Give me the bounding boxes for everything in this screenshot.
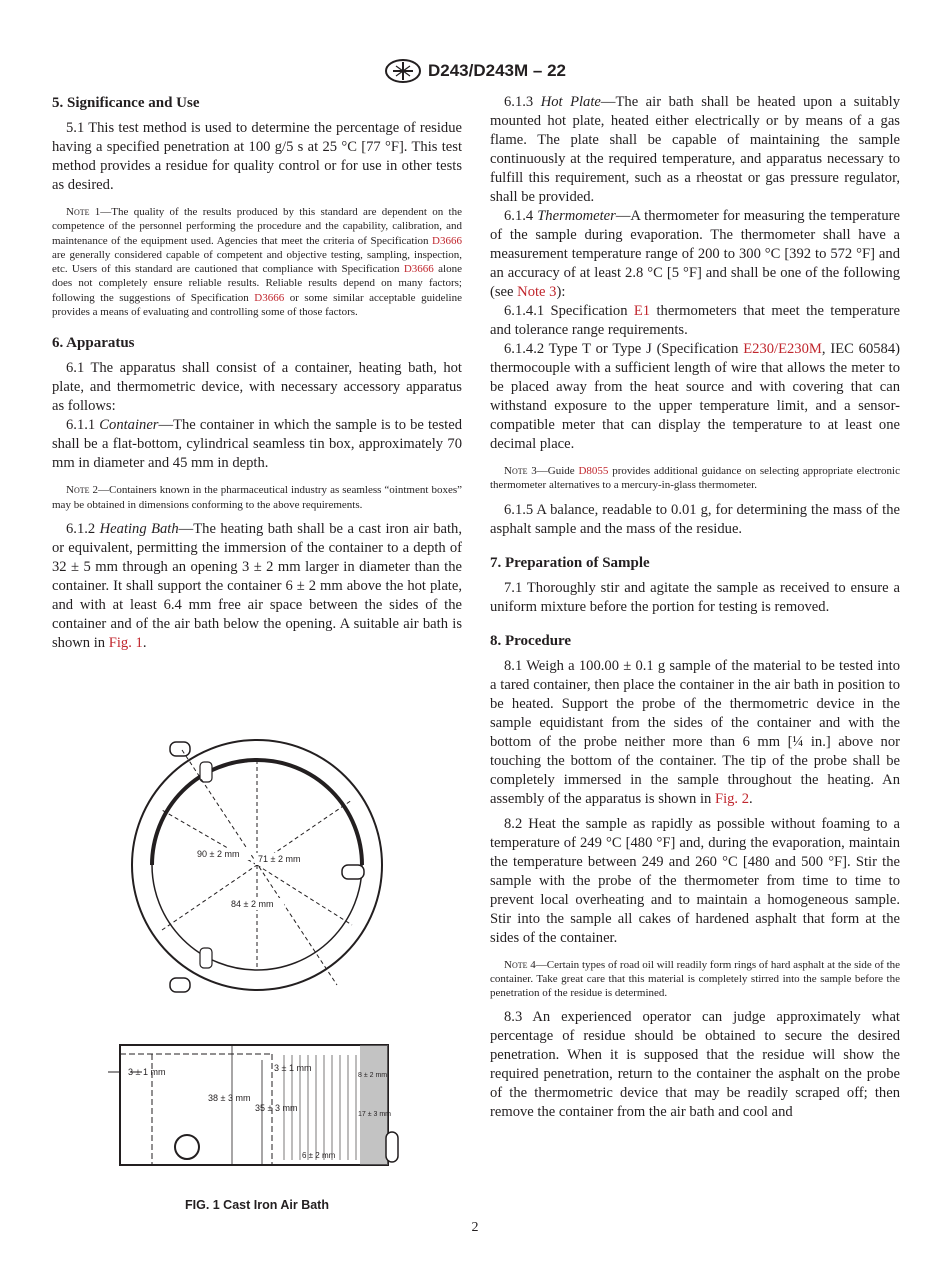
section-heading: 7. Preparation of Sample [490, 554, 650, 571]
dim-label: 3 ± 1 mm [274, 1063, 312, 1073]
link-fig-2[interactable]: Fig. 2 [714, 790, 750, 807]
dim-label: 3 ± 1 mm [128, 1067, 166, 1077]
dim-label: 71 ± 2 mm [258, 854, 301, 864]
note-4: Note 4—Certain types of road oil will readily form rings of hard asphalt at the side of the container. Take great care that this material is completely stirred into the sample before the penetration of the residue is determined. [490, 958, 901, 1000]
link-e1[interactable]: E1 [633, 303, 651, 319]
link-d8055[interactable]: D8055 [578, 465, 609, 477]
document-id: D243/D243M – 22 [428, 61, 566, 80]
paragraph: 6.1.1 Container—The container in which the sample is to be tested shall be a flat-bottom, cylindrical seamless tin box, approximately 70 mm in diameter and 45 mm in depth. [52, 417, 462, 472]
dim-label: 17 ± 3 mm [358, 1111, 392, 1118]
link-fig-1[interactable]: Fig. 1 [108, 634, 143, 651]
page-number: 2 [471, 1220, 479, 1235]
dim-label: 90 ± 2 mm [197, 849, 240, 859]
dim-label: 6 ± 2 mm [302, 1151, 336, 1160]
paragraph: 8.2 Heat the sample as rapidly as possible without foaming to a temperature of 249 °C [480 °F] and, during the evaporation, maintain the temperature between 249 and 260 °C [480 and 500 °F]. Stir the sample with the probe of the thermometer from time to time to prevent local overheating and to maintain a homogeneous sample. Stir into the sample all cakes of hardened asphalt that form at the sides of the container. [490, 815, 900, 946]
paragraph: 6.1.5 A balance, readable to 0.01 g, for determining the mass of the asphalt sample and the mass of the residue. [490, 501, 900, 537]
link-d3666[interactable]: D3666 [403, 263, 434, 276]
paragraph: 6.1.2 Heating Bath—The heating bath shall be a cast iron air bath, or equivalent, permitting the immersion of the container to a depth of 32 ± 5 mm through an opening 3 ± 2 mm larger in diameter than the container. It shall support the container 6 ± 2 mm above the hot plate, and with at least 6.4 mm free air space between the sides of the container and of the air bath below the opening. A suitable air bath is shown in Fig. 1. [52, 520, 462, 651]
astm-logo-icon [384, 58, 422, 84]
paragraph: 8.1 Weigh a 100.00 ± 0.1 g sample of the material to be tested into a tared container, then place the container in the air bath in position to be heated. Support the probe of the thermometric device in the sample equidistant from the sides of the container and with the bottom of the probe neither more than 6 mm [¼ in.] above nor touching the bottom of the container. The tip of the probe shall be completely immersed in the sample throughout the heating. An assembly of the apparatus is shown in Fig. 2. [490, 657, 900, 807]
note-2: Note 2—Containers known in the pharmaceutical industry as seamless “ointment boxes” may be obtained in dimensions conforming to the above requirements. [52, 484, 462, 511]
note-label: Note 1 [66, 206, 101, 218]
note-1: Note 1—The quality of the results produced by this standard are dependent on the competence of the personnel performing the procedure and the capability, calibration, and maintenance of the equipment used. Agencies that meet the criteria of Specification D3666 are generally considered capable of competent and objective testing, sampling, inspection, etc. Users of this standard are cautioned that compliance with Specification D3666 alone does not completely ensure reliable results. Reliable results depend on many factors; following the suggestions of Specification D3666 or some similar acceptable guideline provides a means of evaluating and controlling some of those factors. [52, 206, 462, 319]
paragraph: 6.1.4.2 Type T or Type J (Specification E230/E230M, IEC 60584) thermocouple with a sufficient length of wire that allows the meter to be placed away from the heat source and with covering that can withstand exposure to the upper temperature limit, and a sensor-compatible meter that can display the temperature to at least one decimal place. [490, 341, 900, 452]
link-note-3[interactable]: Note 3 [517, 284, 557, 300]
paragraph: 7.1 Thoroughly stir and agitate the sample as received to ensure a uniform mixture before the portion for testing is removed. [490, 579, 900, 615]
link-d3666[interactable]: D3666 [254, 291, 285, 304]
air-bath-drawing [52, 720, 462, 1190]
dim-label: 35 ± 3 mm [255, 1103, 298, 1113]
paragraph: 6.1 The apparatus shall consist of a container, heating bath, hot plate, and thermometric device, with necessary accessory apparatus as follows: [52, 360, 462, 415]
top-view [132, 740, 382, 992]
paragraph: 5.1 This test method is used to determine the percentage of residue having a specified penetration at 100 g/5 s at 25 °C [77 °F]. This test method provides a residue for quality control or for use in other tests as desired. [52, 120, 462, 193]
dim-label: 38 ± 3 mm [208, 1093, 251, 1103]
paragraph: 8.3 An experienced operator can judge approximately what percentage of residue should be obtained to secure the desired penetration. When it is supposed that the residue will show the required penetration, return to the container the asphalt on the probe of the thermometric device that may be readily scraped off; then remove the container from the air bath and cool and [490, 1009, 900, 1121]
section-heading: 5. Significance and Use [52, 95, 200, 111]
figure-caption: FIG. 1 Cast Iron Air Bath [184, 1198, 329, 1212]
figure-1 [52, 720, 462, 1212]
dim-label: 8 ± 2 mm [358, 1072, 388, 1079]
paragraph: 6.1.4 Thermometer—A thermometer for measuring the temperature of the sample during evaporation. The thermometer shall have a measurement temperature range of 200 to 300 °C [392 to 572 °F] and an accuracy of at least 2.8 °C [5 °F] and shall be one of the following (see Note 3): [490, 208, 900, 300]
link-e230[interactable]: E230/E230M [743, 341, 822, 357]
note-3: Note 3—Guide D8055 provides additional guidance on selecting appropriate electronic thermometer alternatives to a mercury-in-glass thermometer. [490, 465, 900, 492]
left-column [52, 93, 462, 653]
link-d3666[interactable]: D3666 [432, 234, 462, 247]
section-heading: 6. Apparatus [52, 335, 135, 352]
dim-label: 84 ± 2 mm [231, 899, 274, 909]
page-header [0, 58, 950, 89]
paragraph: 6.1.4.1 Specification E1 thermometers that meet the temperature and tolerance range requirements. [490, 303, 900, 338]
section-view [108, 1045, 398, 1165]
paragraph: 6.1.3 Hot Plate—The air bath shall be heated upon a suitably mounted hot plate, heated either electrically or by means of a gas flame. The plate shall be capable of maintaining the sample continuously at the required temperature, and apparatus necessary to fulfill this requirement, such as a rheostat or gas pressure regulator, shall be provided. [490, 94, 900, 205]
section-heading: 8. Procedure [490, 632, 572, 649]
right-column [490, 93, 900, 1122]
